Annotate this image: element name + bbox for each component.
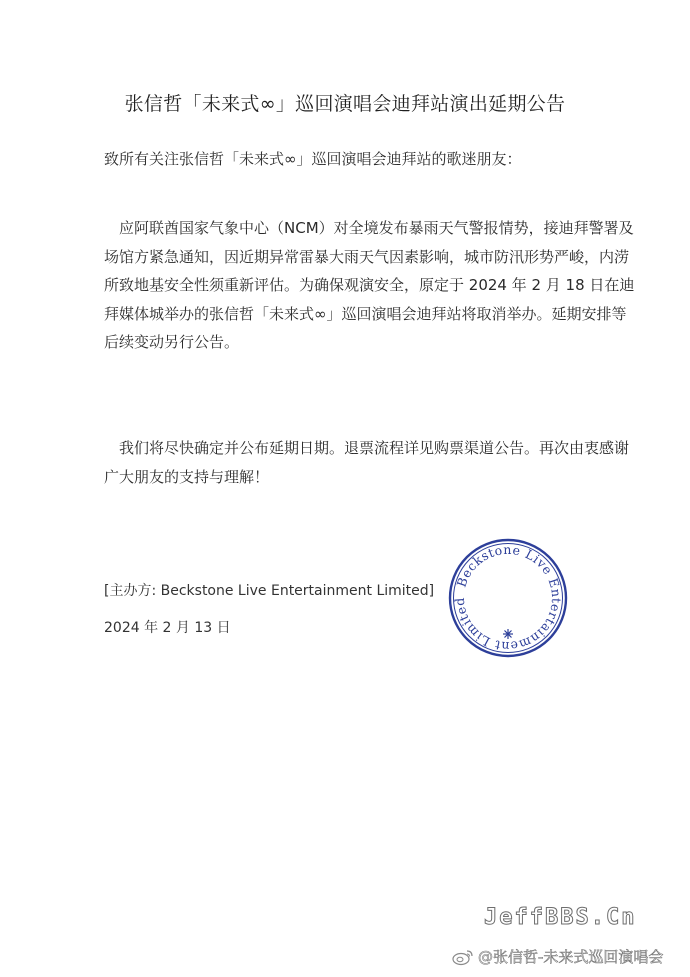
issue-date: 2024 年 2 月 13 日 [104,620,231,636]
paragraph-line: 场馆方紧急通知，因近期异常雷暴大雨天气因素影响，城市防汛形势严峻，内涝 [104,247,630,266]
paragraph-line: 拜媒体城举办的张信哲「未来式∞」巡回演唱会迪拜站将取消举办。延期安排等 [104,304,627,323]
site-watermark: JeffBBS.Cn [484,905,637,930]
seal-star-icon [503,629,513,639]
weibo-watermark-text: @张信哲-未来式巡回演唱会 [478,948,664,966]
seal-text: Beckstone Live Entertainment Limited [451,541,565,655]
paragraph-line: 广大朋友的支持与理解！ [104,467,270,486]
weibo-logo-icon [452,948,474,966]
paragraph-thanks [104,434,630,491]
paragraph-line: 我们将尽快确定并公布延期日期。退票流程详见购票渠道公告。再次由衷感谢 [119,439,630,457]
company-seal [447,537,569,659]
organizer-line: [主办方: Beckstone Live Entertainment Limited] [104,583,435,599]
paragraph-line: 所致地基安全性须重新评估。为确保观演安全，原定于 2024 年 2 月 18 日在迪 [104,276,635,294]
paragraph-line: 应阿联酋国家气象中心（NCM）对全境发布暴雨天气警报情势，接迪拜警署及 [119,219,634,237]
weibo-watermark [452,946,663,967]
paragraph-cancellation-notice [104,214,635,357]
salutation: 致所有关注张信哲「未来式∞」巡回演唱会迪拜站的歌迷朋友： [104,150,522,168]
paragraph-line: 后续变动另行公告。 [104,333,240,351]
page-title: 张信哲「未来式∞」巡回演唱会迪拜站演出延期公告 [124,93,566,115]
